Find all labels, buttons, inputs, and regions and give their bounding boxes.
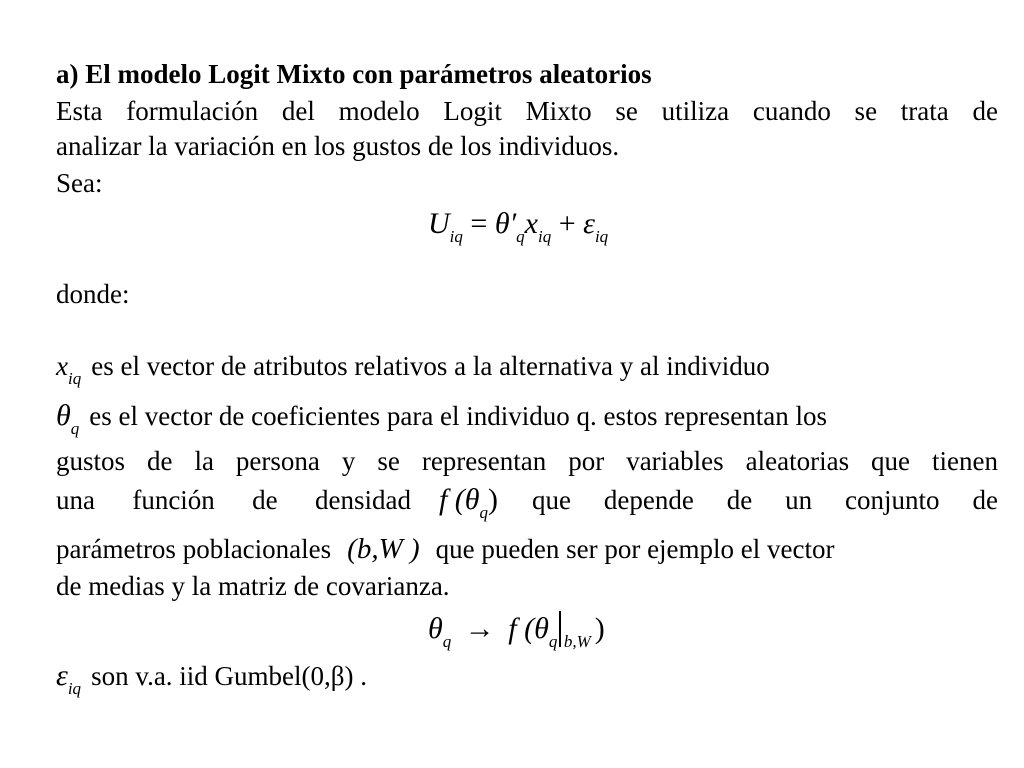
theta-line4-post: que pueden ser por ejemplo el vector [435,534,835,564]
intro-line-1 [56,95,998,127]
eps-symbol: ε [56,659,68,692]
theta-line3-pre-group: una función de densidad [56,485,411,515]
theta-definition-line-5: de medias y la matriz de covarianza. [56,571,450,601]
theta-definition-line-4 [56,533,998,565]
eq-equals: = [470,207,488,240]
dist-theta: θ [428,612,443,645]
density-function [439,484,498,520]
x-definition [56,350,998,386]
theta-line3-post-group: que depende de un conjunto de [532,485,998,515]
intro-line-2: analizar la variación en los gustos de los individuos. [56,131,620,161]
eps-symbol-sub: iq [67,679,82,698]
dist-f-sub: q [548,632,558,651]
eps-def-text: son v.a. iid Gumbel(0,β) . [91,661,368,691]
theta-def-line-2: gustos de la persona y se representan por variables aleatorias que tienen [56,446,998,476]
theta-symbol: θ [56,399,71,432]
arrow-icon: → [464,612,495,645]
conditional-bar [559,611,561,647]
theta-symbol-sub: q [70,419,80,438]
theta-definition-line-3 [56,484,998,520]
eq-u-sub: iq [449,227,463,246]
section-title: a) El modelo Logit Mixto con parámetros aleatorios [56,59,652,89]
eq-plus: + [558,207,576,240]
dist-theta-sub: q [442,632,452,651]
density-close: ) [488,483,499,516]
dist-cond-sub: b,W [563,632,591,651]
eq-eps-sub: iq [594,227,609,246]
eq-u: U [428,207,450,240]
donde-label: donde: [56,279,130,309]
sea-label: Sea: [56,168,103,198]
density-sub: q [479,503,489,522]
distribution-equation [428,611,605,650]
theta-line4-pre: parámetros poblacionales [56,534,332,564]
dist-f: f (θ [508,612,549,645]
eq-theta: θ′ [494,207,517,240]
intro-text-1: Esta formulación del modelo Logit Mixto se utiliza cuando se trata de [56,96,998,126]
theta-definition-line-2 [56,445,998,477]
eq-eps: ε [583,207,595,240]
eps-definition [56,660,998,696]
eq-x-sub: iq [537,227,552,246]
density-f: f (θ [438,483,480,516]
x-symbol-sub: iq [67,369,82,388]
utility-equation [428,207,608,245]
x-def-text: es el vector de atributos relativos a la alternativa y al individuo [91,351,770,381]
pop-params: (b,W ) [347,533,420,565]
eq-theta-sub: q [516,227,525,246]
eq-x: x [524,207,538,240]
dist-close: ) [594,612,605,645]
x-symbol: x [56,351,68,381]
theta-definition-line-1 [56,400,998,436]
theta-def-line-1: es el vector de coeficientes para el individuo q. estos representan los [89,401,827,431]
